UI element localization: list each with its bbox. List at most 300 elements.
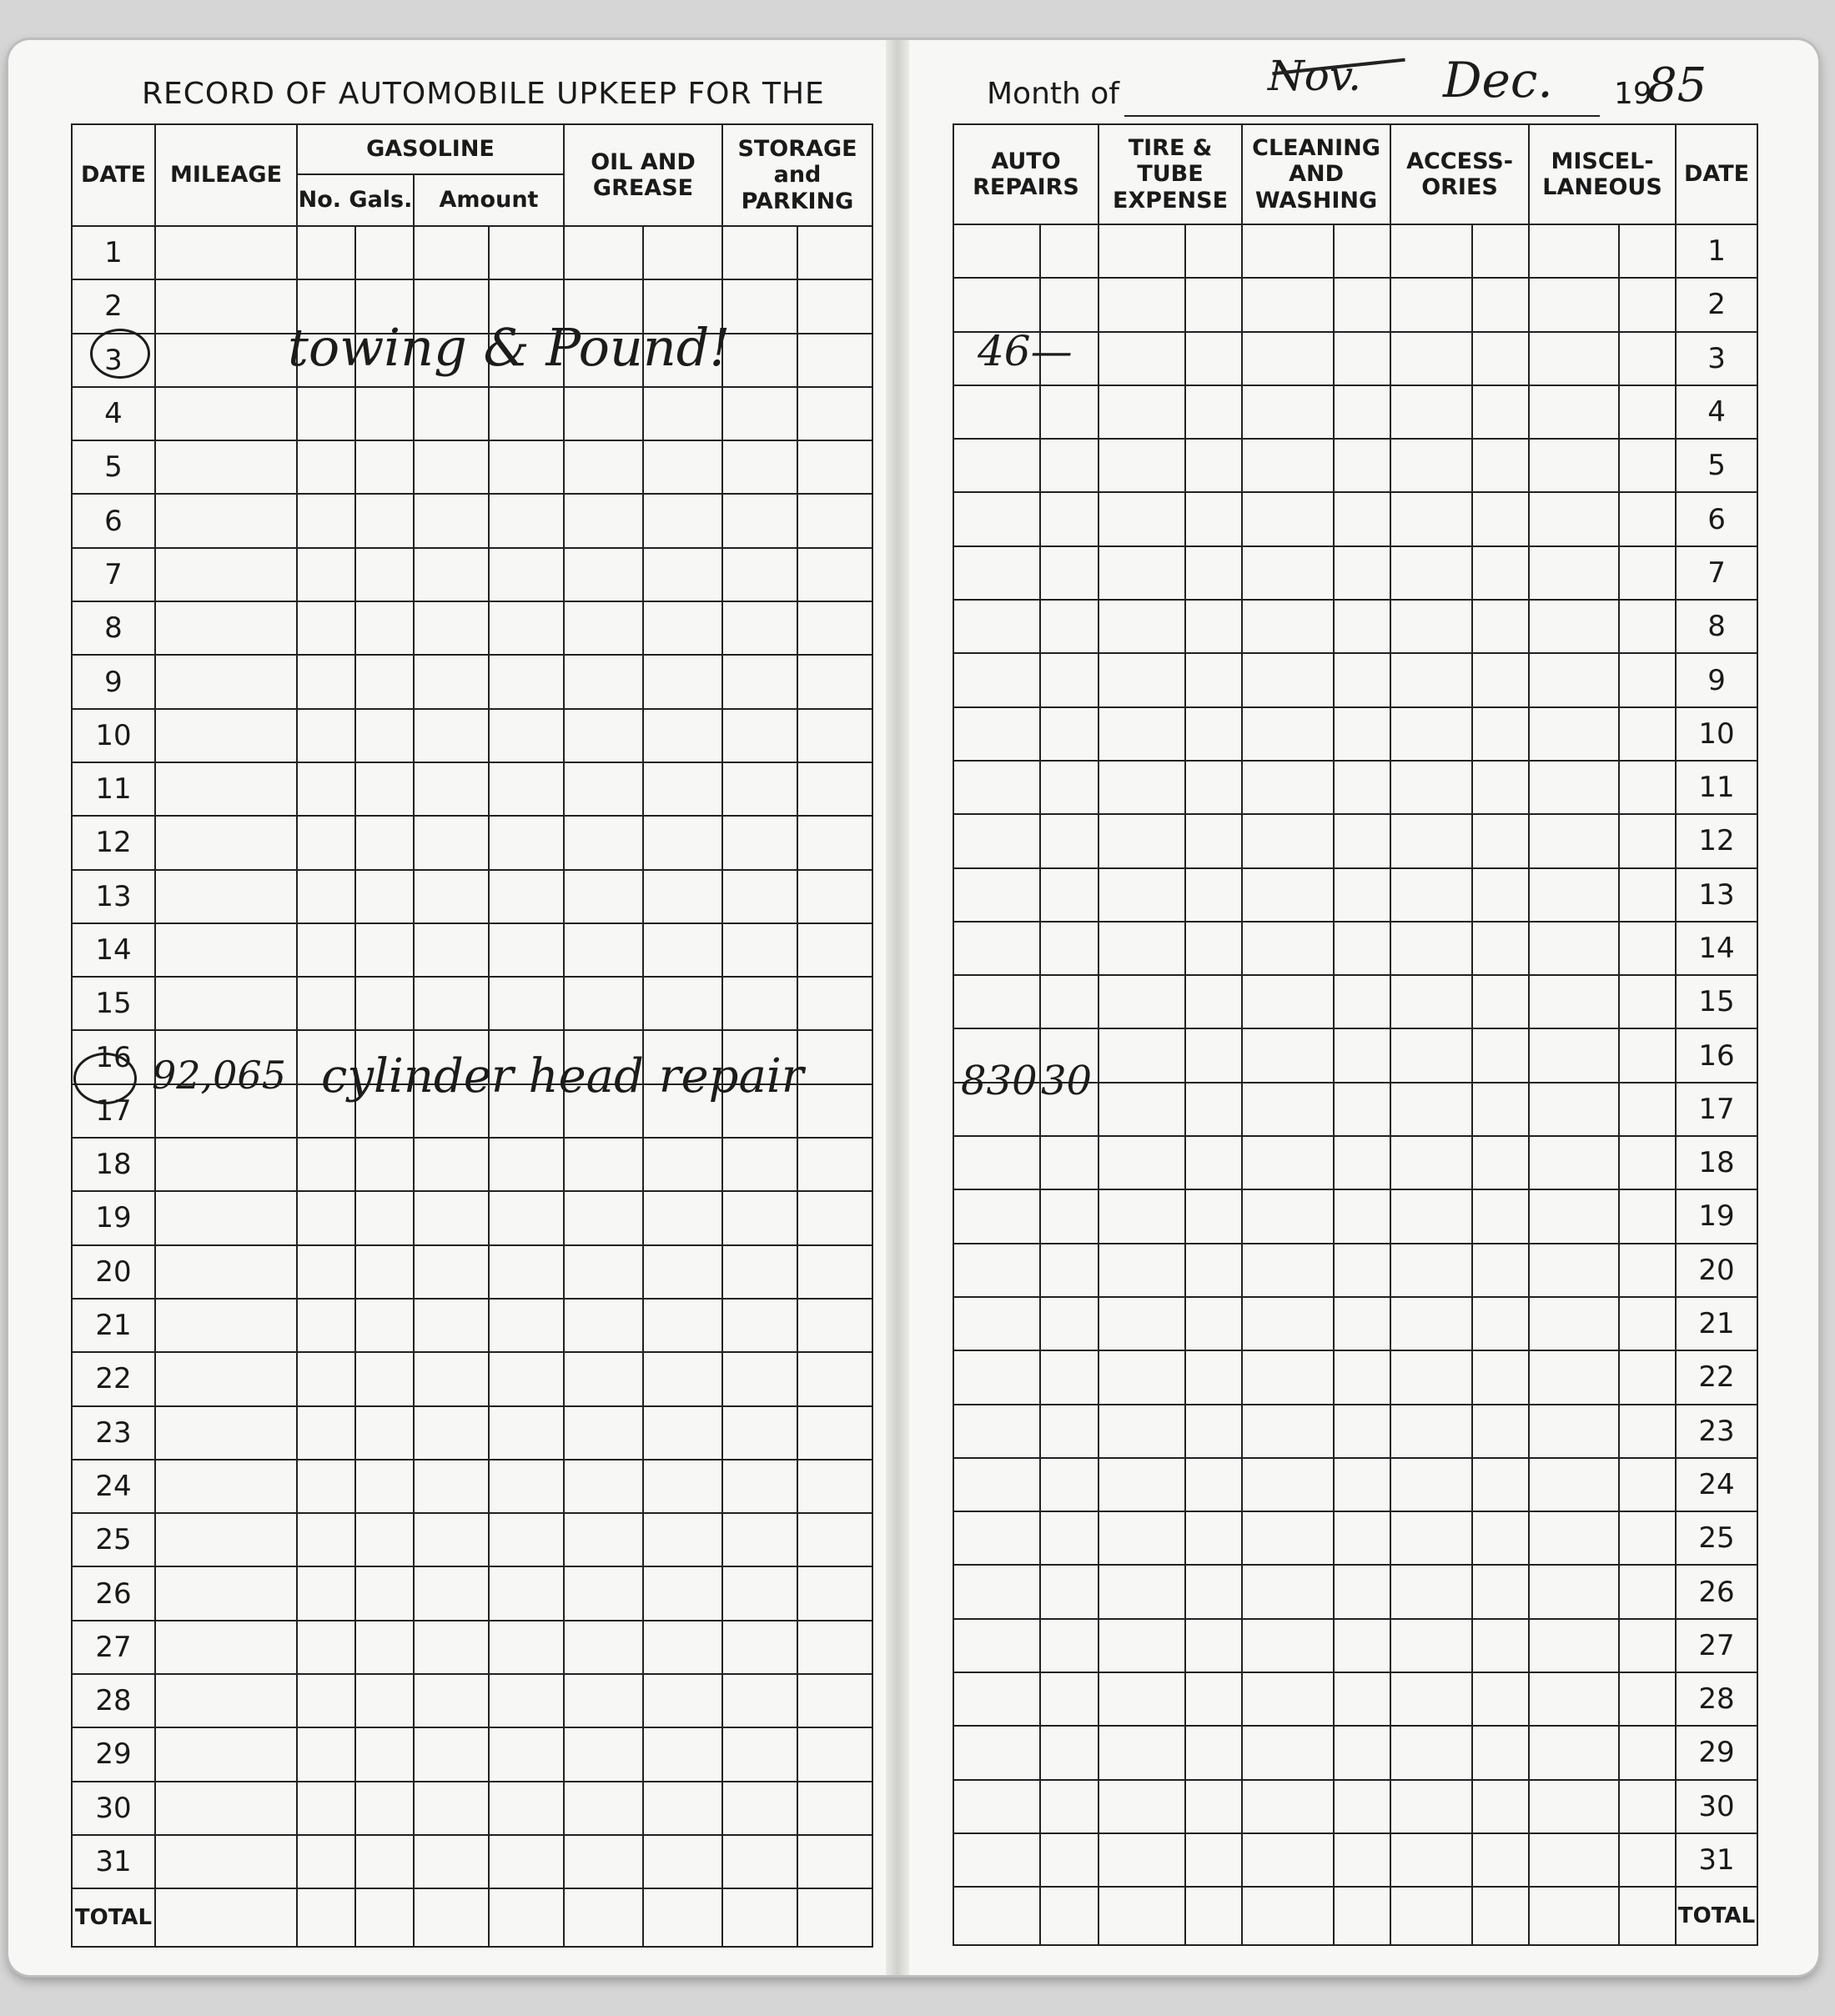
ledger-cell [1529, 1244, 1619, 1297]
ledger-cell [797, 977, 872, 1030]
ledger-cell [155, 923, 297, 977]
day-number: 5 [72, 440, 155, 494]
right-table-row [953, 385, 1757, 439]
ledger-cell [355, 1674, 414, 1727]
ledger-cell [564, 494, 643, 547]
ledger-cell [1472, 1189, 1529, 1243]
ledger-cell [1098, 492, 1185, 545]
ledger-cell [722, 1460, 797, 1513]
ledger-cell [953, 1458, 1040, 1511]
ledger-cell [1334, 653, 1390, 706]
ledger-cell [1472, 1297, 1529, 1350]
header-date: DATE [72, 124, 155, 226]
ledger-cell [1529, 1297, 1619, 1350]
year-prefix: 19 [1614, 77, 1652, 111]
total-label: TOTAL [1676, 1887, 1757, 1945]
ledger-cell [1390, 868, 1472, 922]
ledger-cell [414, 1674, 489, 1727]
day-number: 23 [72, 1406, 155, 1460]
right-table-row [953, 492, 1757, 545]
ledger-cell [1472, 439, 1529, 492]
day-number: 14 [1676, 922, 1757, 975]
ledger-cell [564, 977, 643, 1030]
ledger-cell [643, 1460, 722, 1513]
ledger-cell [155, 1513, 297, 1566]
ledger-cell [1390, 278, 1472, 331]
ledger-cell [489, 1245, 564, 1299]
ledger-cell [297, 494, 355, 547]
total-cell [355, 1888, 414, 1947]
ledger-cell [297, 1727, 355, 1781]
ledger-cell [564, 387, 643, 440]
ledger-cell [355, 655, 414, 708]
ledger-cell [1529, 492, 1619, 545]
header-amount: Amount [414, 174, 564, 226]
ledger-cell [1619, 1350, 1676, 1404]
ledger-cell [297, 816, 355, 869]
ledger-cell [1472, 1083, 1529, 1136]
left-table-row [72, 1138, 872, 1191]
ledger-cell [1619, 1780, 1676, 1833]
ledger-cell [1242, 1083, 1334, 1136]
ledger-cell [564, 870, 643, 923]
ledger-cell [1242, 600, 1334, 653]
header-tire-tube: TIRE & TUBE EXPENSE [1098, 124, 1242, 224]
total-cell [797, 1888, 872, 1947]
ledger-cell [643, 226, 722, 279]
ledger-cell [797, 1674, 872, 1727]
ledger-cell [297, 923, 355, 977]
ledger-cell [1185, 922, 1242, 975]
ledger-cell [1472, 1833, 1529, 1887]
ledger-cell [1040, 1672, 1098, 1726]
ledger-cell [1334, 278, 1390, 331]
ledger-cell [1390, 546, 1472, 600]
ledger-cell [1529, 1083, 1619, 1136]
ledger-cell [1185, 975, 1242, 1028]
ledger-cell [1334, 1672, 1390, 1726]
ledger-cell [797, 279, 872, 333]
day-number: 22 [1676, 1350, 1757, 1404]
ledger-cell [355, 816, 414, 869]
ledger-cell [1242, 1189, 1334, 1243]
ledger-cell [1529, 868, 1619, 922]
ledger-cell [643, 494, 722, 547]
left-table-row [72, 1460, 872, 1513]
ledger-cell [1185, 1405, 1242, 1458]
ledger-cell [414, 1782, 489, 1835]
day-number: 8 [1676, 600, 1757, 653]
ledger-cell [953, 814, 1040, 867]
ledger-cell [297, 226, 355, 279]
day-number: 20 [72, 1245, 155, 1299]
ledger-cell [643, 709, 722, 762]
ledger-cell [489, 548, 564, 601]
ledger-cell [643, 387, 722, 440]
ledger-cell [1619, 332, 1676, 385]
total-cell [1185, 1887, 1242, 1945]
ledger-cell [564, 1245, 643, 1299]
left-table-row [72, 387, 872, 440]
ledger-cell [1619, 1833, 1676, 1887]
ledger-cell [1619, 385, 1676, 439]
ledger-cell [297, 870, 355, 923]
ledger-cell [953, 1511, 1040, 1565]
ledger-cell [564, 1138, 643, 1191]
total-cell [297, 1888, 355, 1947]
ledger-cell [564, 816, 643, 869]
right-table-row [953, 975, 1757, 1028]
ledger-cell [489, 1513, 564, 1566]
ledger-cell [297, 440, 355, 494]
header-miscellaneous: MISCEL- LANEOUS [1529, 124, 1676, 224]
ledger-cell [1472, 1511, 1529, 1565]
day-number: 2 [1676, 278, 1757, 331]
ledger-cell [1390, 922, 1472, 975]
ledger-cell [1242, 975, 1334, 1028]
ledger-cell [1619, 278, 1676, 331]
ledger-cell [1040, 600, 1098, 653]
ledger-cell [1472, 922, 1529, 975]
ledger-cell [1390, 1833, 1472, 1887]
left-ledger-table [71, 123, 873, 1948]
ledger-cell [722, 1245, 797, 1299]
right-table-row [953, 868, 1757, 922]
right-table-row [953, 1350, 1757, 1404]
ledger-cell [1390, 1511, 1472, 1565]
book-spine [886, 40, 909, 1975]
ledger-cell [355, 1352, 414, 1405]
ledger-cell [155, 870, 297, 923]
ledger-cell [155, 1138, 297, 1191]
ledger-cell [155, 816, 297, 869]
right-table-row [953, 814, 1757, 867]
ledger-cell [1098, 1511, 1185, 1565]
ledger-cell [155, 1674, 297, 1727]
day-number: 11 [1676, 761, 1757, 814]
ledger-cell [355, 1835, 414, 1888]
header-gasoline: GASOLINE [297, 124, 564, 174]
ledger-cell [1185, 492, 1242, 545]
ledger-cell [1390, 385, 1472, 439]
ledger-cell [953, 1833, 1040, 1887]
ledger-cell [1529, 1189, 1619, 1243]
left-table-row [72, 1245, 872, 1299]
ledger-cell [953, 600, 1040, 653]
day-number: 27 [72, 1621, 155, 1674]
ledger-cell [1040, 1726, 1098, 1779]
right-table-row [953, 332, 1757, 385]
day-number: 21 [1676, 1297, 1757, 1350]
ledger-cell [1185, 546, 1242, 600]
ledger-cell [155, 494, 297, 547]
ledger-cell [489, 601, 564, 655]
ledger-cell [1529, 707, 1619, 761]
ledger-cell [1242, 1672, 1334, 1726]
ledger-cell [1472, 868, 1529, 922]
day-number: 19 [72, 1191, 155, 1244]
ledger-cell [489, 870, 564, 923]
ledger-cell [489, 440, 564, 494]
ledger-cell [155, 1782, 297, 1835]
ledger-cell [1334, 1780, 1390, 1833]
day-number: 29 [1676, 1726, 1757, 1779]
ledger-cell [1098, 1672, 1185, 1726]
ledger-cell [297, 655, 355, 708]
ledger-cell [297, 977, 355, 1030]
ledger-cell [797, 334, 872, 387]
ledger-cell [1390, 1565, 1472, 1618]
header-auto-repairs: AUTO REPAIRS [953, 124, 1098, 224]
ledger-cell [1334, 868, 1390, 922]
day-number: 15 [72, 977, 155, 1030]
ledger-cell [1529, 1565, 1619, 1618]
ledger-cell [564, 1674, 643, 1727]
ledger-cell [797, 1727, 872, 1781]
day-number: 18 [72, 1138, 155, 1191]
ledger-cell [1529, 761, 1619, 814]
ledger-cell [1334, 975, 1390, 1028]
day-number: 26 [72, 1566, 155, 1620]
ledger-cell [564, 440, 643, 494]
ledger-cell [1098, 385, 1185, 439]
day-number: 19 [1676, 1189, 1757, 1243]
day-number: 24 [72, 1460, 155, 1513]
ledger-cell [414, 548, 489, 601]
ledger-cell [722, 1674, 797, 1727]
ledger-cell [1619, 761, 1676, 814]
ledger-cell [1040, 1136, 1098, 1189]
ledger-cell [1334, 600, 1390, 653]
ledger-cell [1529, 332, 1619, 385]
ledger-cell [414, 870, 489, 923]
left-table-row [72, 655, 872, 708]
total-cell [1472, 1887, 1529, 1945]
ledger-cell [1390, 1458, 1472, 1511]
ledger-cell [355, 1566, 414, 1620]
ledger-cell [1334, 439, 1390, 492]
ledger-cell [414, 655, 489, 708]
day-number: 23 [1676, 1405, 1757, 1458]
ledger-cell [1040, 1350, 1098, 1404]
ledger-cell [643, 762, 722, 816]
ledger-cell [489, 1566, 564, 1620]
ledger-cell [1185, 1136, 1242, 1189]
left-table-row [72, 1352, 872, 1405]
ledger-cell [1619, 1136, 1676, 1189]
ledger-cell [1334, 385, 1390, 439]
day-number: 9 [72, 655, 155, 708]
ledger-cell [1242, 1028, 1334, 1082]
ledger-cell [1334, 1458, 1390, 1511]
ledger-cell [155, 601, 297, 655]
ledger-cell [1619, 1458, 1676, 1511]
ledger-cell [1098, 1350, 1185, 1404]
ledger-cell [1185, 1189, 1242, 1243]
ledger-cell [722, 1727, 797, 1781]
ledger-cell [722, 1621, 797, 1674]
ledger-cell [1334, 1297, 1390, 1350]
header-accessories: ACCESS- ORIES [1390, 124, 1529, 224]
right-table-row [953, 1726, 1757, 1779]
ledger-cell [155, 279, 297, 333]
day-number: 8 [72, 601, 155, 655]
ledger-cell [643, 1782, 722, 1835]
ledger-cell [797, 1299, 872, 1352]
ledger-cell [297, 1191, 355, 1244]
ledger-cell [1529, 1780, 1619, 1833]
ledger-cell [953, 975, 1040, 1028]
ledger-cell [722, 1835, 797, 1888]
ledger-cell [1334, 1136, 1390, 1189]
ledger-cell [643, 1191, 722, 1244]
total-cell [1040, 1887, 1098, 1945]
day-number: 30 [1676, 1780, 1757, 1833]
ledger-cell [1242, 868, 1334, 922]
ledger-cell [355, 709, 414, 762]
ledger-cell [564, 762, 643, 816]
ledger-cell [1334, 761, 1390, 814]
ledger-cell [155, 762, 297, 816]
ledger-cell [1619, 439, 1676, 492]
right-table-row [953, 1458, 1757, 1511]
ledger-cell [1242, 1297, 1334, 1350]
ledger-cell [489, 1460, 564, 1513]
ledger-cell [1390, 975, 1472, 1028]
total-cell [489, 1888, 564, 1947]
ledger-cell [489, 1727, 564, 1781]
ledger-cell [564, 1621, 643, 1674]
ledger-cell [643, 870, 722, 923]
ledger-cell [155, 1727, 297, 1781]
ledger-cell [1529, 814, 1619, 867]
ledger-cell [797, 1030, 872, 1083]
ledger-cell [1040, 1780, 1098, 1833]
ledger-cell [1472, 224, 1529, 278]
left-table-row [72, 494, 872, 547]
ledger-cell [564, 226, 643, 279]
ledger-cell [414, 923, 489, 977]
ledger-cell [1390, 1780, 1472, 1833]
ledger-cell [414, 1460, 489, 1513]
right-table-row [953, 922, 1757, 975]
ledger-cell [297, 601, 355, 655]
day-number: 22 [72, 1352, 155, 1405]
left-table-row [72, 923, 872, 977]
ledger-cell [797, 387, 872, 440]
ledger-cell [797, 548, 872, 601]
left-table-row [72, 601, 872, 655]
ledger-cell [1390, 1083, 1472, 1136]
ledger-cell [643, 440, 722, 494]
ledger-cell [1242, 1244, 1334, 1297]
right-table-row [953, 1189, 1757, 1243]
ledger-cell [1185, 707, 1242, 761]
ledger-cell [355, 762, 414, 816]
ledger-cell [297, 1460, 355, 1513]
ledger-cell [1529, 1833, 1619, 1887]
ledger-cell [1529, 1136, 1619, 1189]
ledger-cell [1334, 546, 1390, 600]
right-table-row [953, 278, 1757, 331]
ledger-cell [155, 387, 297, 440]
day-number: 3 [1676, 332, 1757, 385]
ledger-cell [722, 440, 797, 494]
ledger-cell [1098, 278, 1185, 331]
ledger-cell [1098, 1244, 1185, 1297]
ledger-cell [953, 1244, 1040, 1297]
month-underline [1124, 115, 1600, 117]
ledger-cell [1242, 707, 1334, 761]
ledger-cell [1242, 1833, 1334, 1887]
right-table-row [953, 1672, 1757, 1726]
ledger-cell [355, 1191, 414, 1244]
day-number: 10 [72, 709, 155, 762]
total-cell [1334, 1887, 1390, 1945]
ledger-cell [1040, 1458, 1098, 1511]
day-17-note: cylinder head repair [321, 1049, 804, 1104]
ledger-cell [1619, 600, 1676, 653]
ledger-cell [155, 440, 297, 494]
ledger-cell [722, 601, 797, 655]
ledger-cell [1472, 1565, 1529, 1618]
ledger-cell [953, 1136, 1040, 1189]
ledger-cell [1529, 1619, 1619, 1672]
ledger-cell [722, 1191, 797, 1244]
ledger-cell [489, 1299, 564, 1352]
ledger-cell [355, 1406, 414, 1460]
ledger-cell [643, 1406, 722, 1460]
ledger-cell [1242, 546, 1334, 600]
ledger-cell [1390, 1244, 1472, 1297]
ledger-cell [1185, 1726, 1242, 1779]
ledger-cell [722, 1138, 797, 1191]
day-number: 25 [1676, 1511, 1757, 1565]
ledger-cell [489, 1406, 564, 1460]
ledger-cell [643, 1621, 722, 1674]
total-cell [564, 1888, 643, 1947]
ledger-cell [1040, 1511, 1098, 1565]
ledger-cell [355, 1245, 414, 1299]
ledger-cell [797, 655, 872, 708]
ledger-cell [1098, 1189, 1185, 1243]
day-number: 21 [72, 1299, 155, 1352]
ledger-cell [1529, 1511, 1619, 1565]
header-cleaning-washing: CLEANING AND WASHING [1242, 124, 1390, 224]
header-date-right: DATE [1676, 124, 1757, 224]
header-storage-parking: STORAGE and PARKING [722, 124, 872, 226]
ledger-cell [1098, 600, 1185, 653]
ledger-cell [1334, 1833, 1390, 1887]
ledger-cell [1619, 1189, 1676, 1243]
ledger-cell [1040, 1405, 1098, 1458]
ledger-cell [797, 1245, 872, 1299]
ledger-cell [1472, 975, 1529, 1028]
ledger-cell [722, 655, 797, 708]
ledger-cell [797, 1460, 872, 1513]
total-cell [155, 1888, 297, 1947]
ledger-cell [297, 1674, 355, 1727]
left-table-row [72, 1513, 872, 1566]
ledger-cell [1334, 814, 1390, 867]
ledger-cell [1098, 653, 1185, 706]
ledger-cell [414, 709, 489, 762]
right-table-row [953, 224, 1757, 278]
ledger-cell [953, 224, 1040, 278]
ledger-cell [953, 546, 1040, 600]
ledger-cell [953, 1350, 1040, 1404]
ledger-cell [1185, 332, 1242, 385]
